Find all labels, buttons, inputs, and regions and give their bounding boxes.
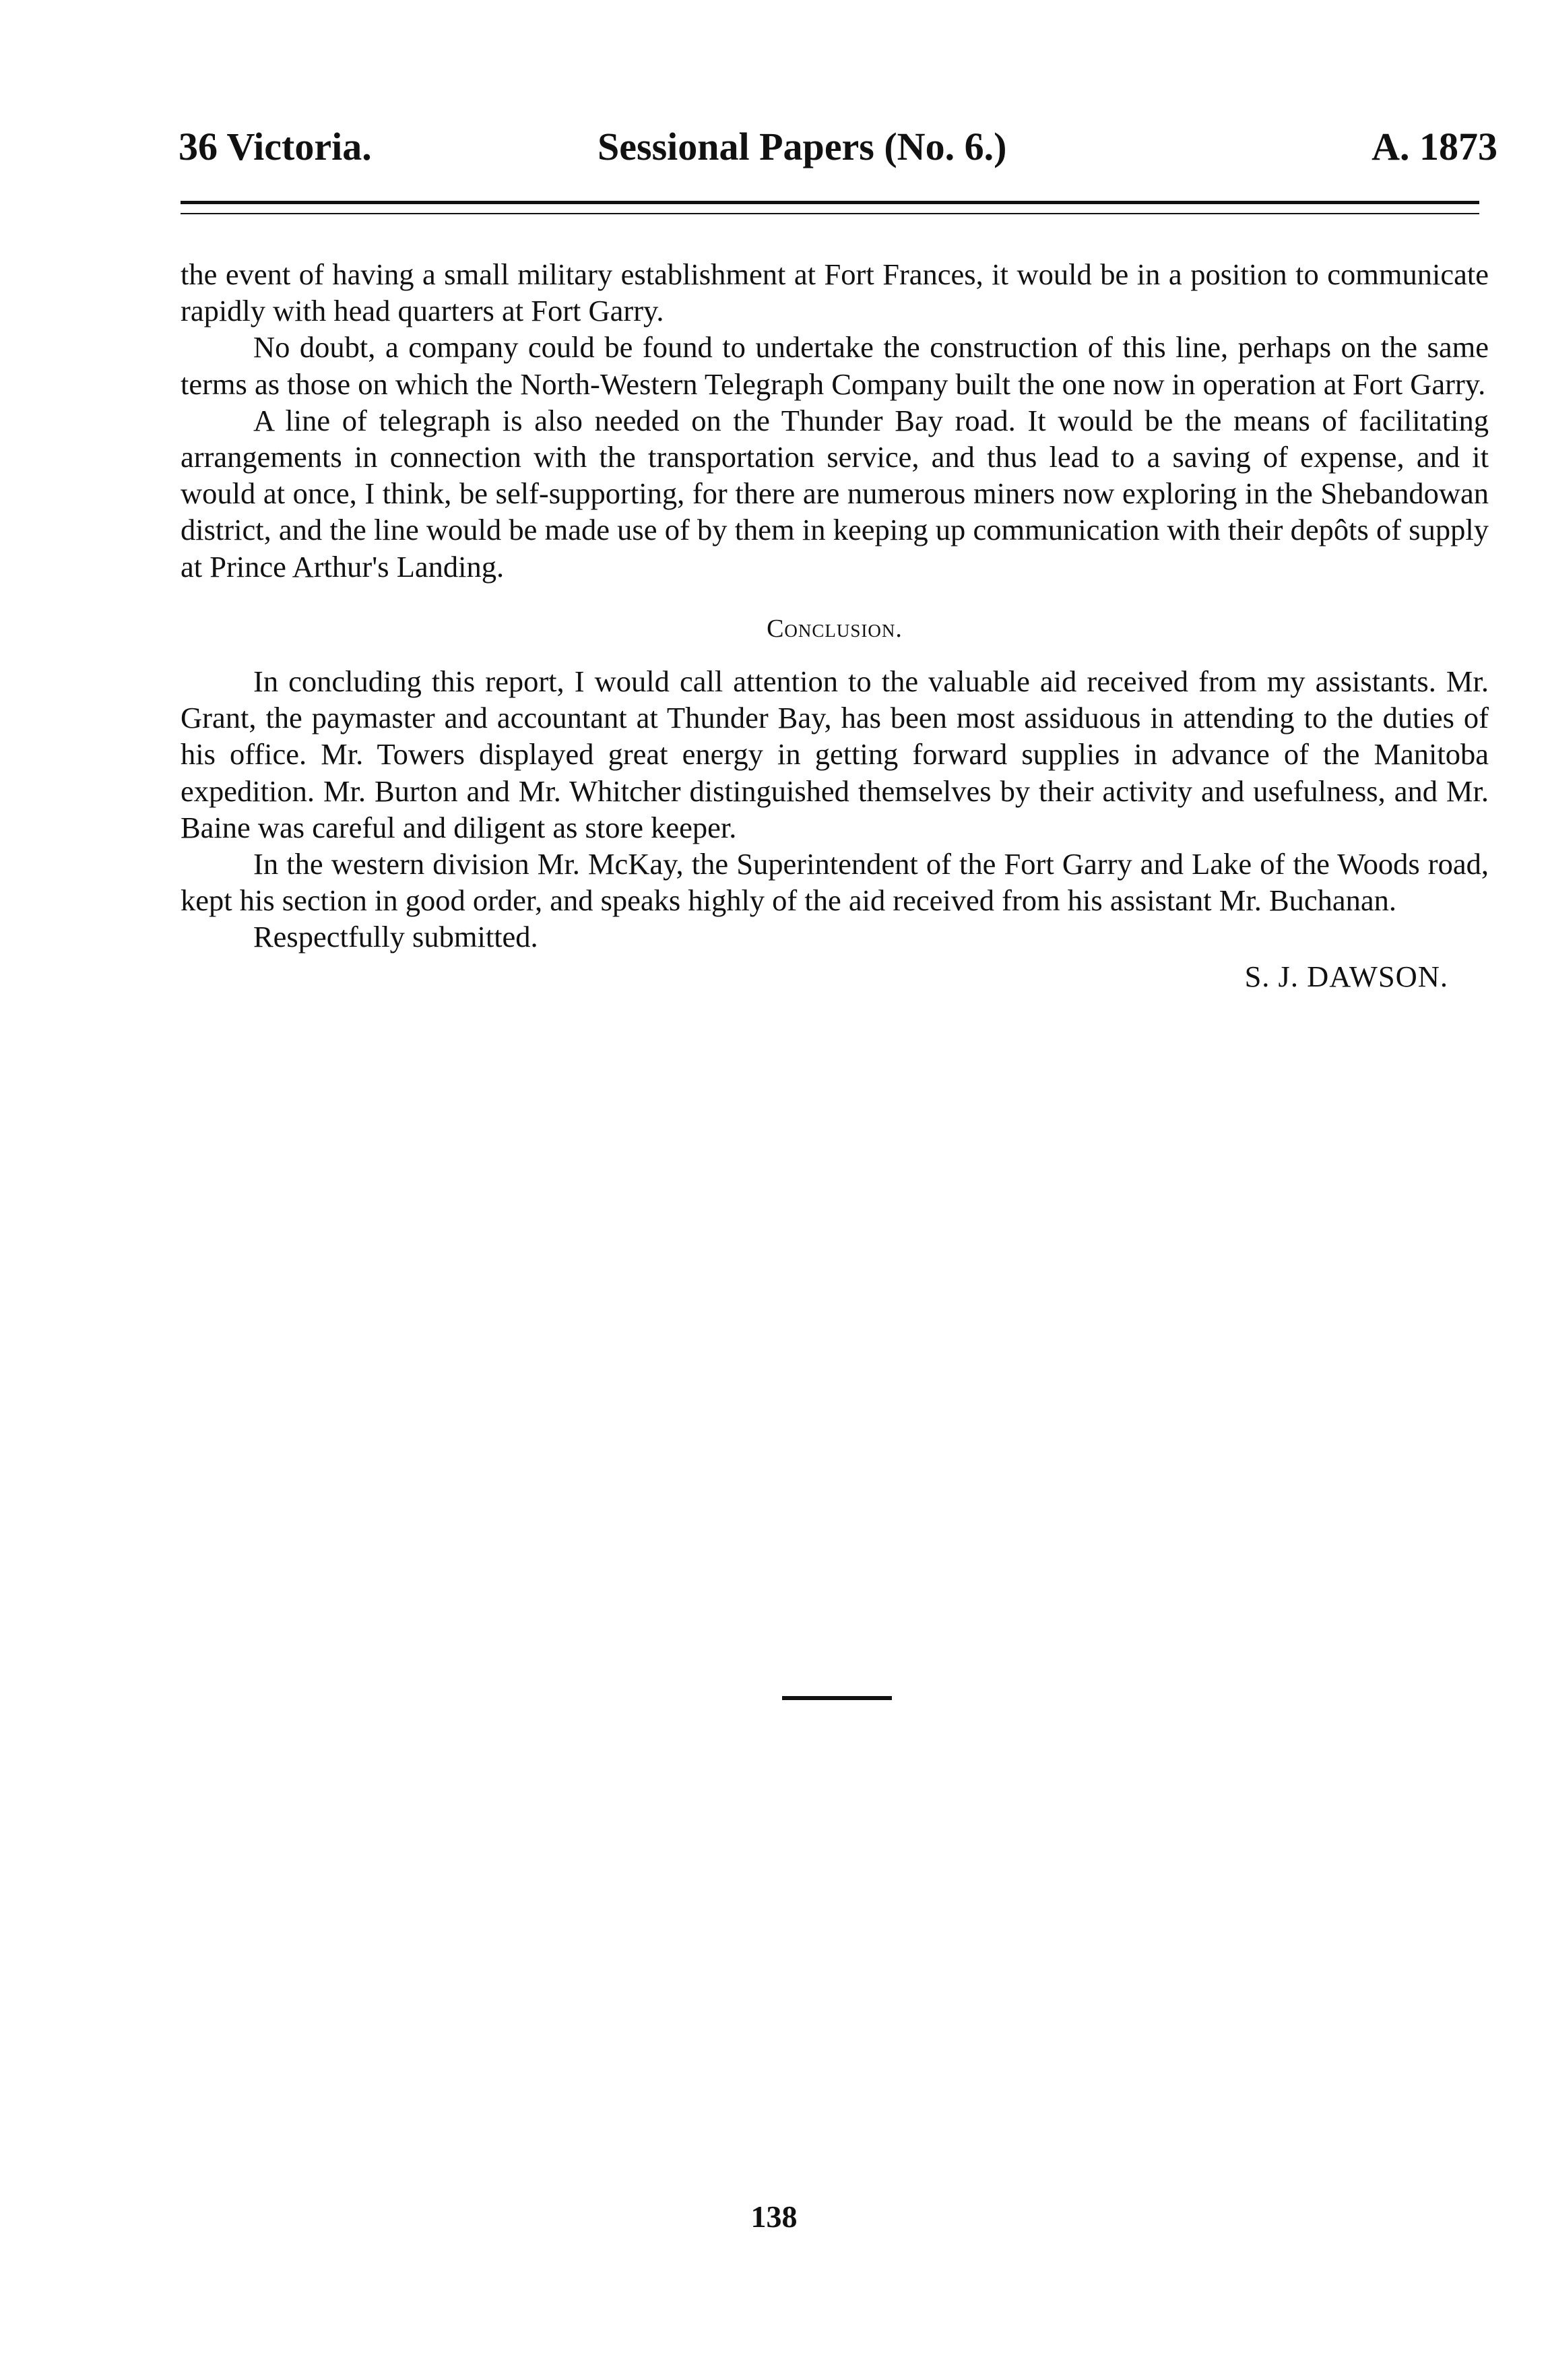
header-rule-thin — [181, 213, 1479, 214]
page-number: 138 — [750, 2199, 798, 2234]
header-title: Sessional Papers (No. 6.) — [598, 125, 1007, 168]
paragraph-continuation: the event of having a small military establishment at Fort Frances, it would be in a position to communicate rapidly with head quarters at Fort Garry. — [181, 257, 1489, 328]
running-header — [179, 120, 1497, 174]
end-rule — [782, 1696, 892, 1700]
section-heading-conclusion: Conclusion. — [767, 614, 903, 643]
paragraph-assistants: In concluding this report, I would call attention to the valuable aid received from my assistants. Mr. Grant, the paymaster and accountant at Thunder Bay, has been most assiduous in attending to the duties of his office. Mr. Towers displayed great energy in getting forward supplies in advance of the Manitoba expedition. Mr. Burton and Mr. Whitcher distinguished themselves by their activity and usefulness, and Mr. Baine was careful and diligent as store keeper. — [181, 664, 1489, 844]
header-volume: 36 Victoria. — [179, 125, 372, 168]
header-year: A. 1873 — [1372, 125, 1497, 168]
paragraph-western-division: In the western division Mr. McKay, the Superintendent of the Fort Garry and Lake of the Woods road, kept his section in good order, and speaks highly of the aid received from his assistant Mr. Buchanan. — [181, 847, 1489, 918]
body-text — [181, 256, 1489, 995]
signature: S. J. DAWSON. — [1244, 959, 1448, 993]
closing-line: Respectfully submitted. — [253, 920, 538, 954]
header-rule-thick — [181, 201, 1479, 204]
paragraph-company: No doubt, a company could be found to undertake the construction of this line, perhaps on the same terms as those on which the North-Western Telegraph Company built the one now in operation at Fort Garry. — [181, 330, 1489, 401]
paragraph-thunder-bay-telegraph: A line of telegraph is also needed on the Thunder Bay road. It would be the means of facilitating arrangements in connection with the transportation service, and thus lead to a saving of expense, and it would at once, I think, be self-supporting, for there are numerous miners now exploring in the Shebandowan district, and the line would be made use of by them in keeping up communication with their depôts of supply at Prince Arthur's Landing. — [181, 403, 1489, 584]
